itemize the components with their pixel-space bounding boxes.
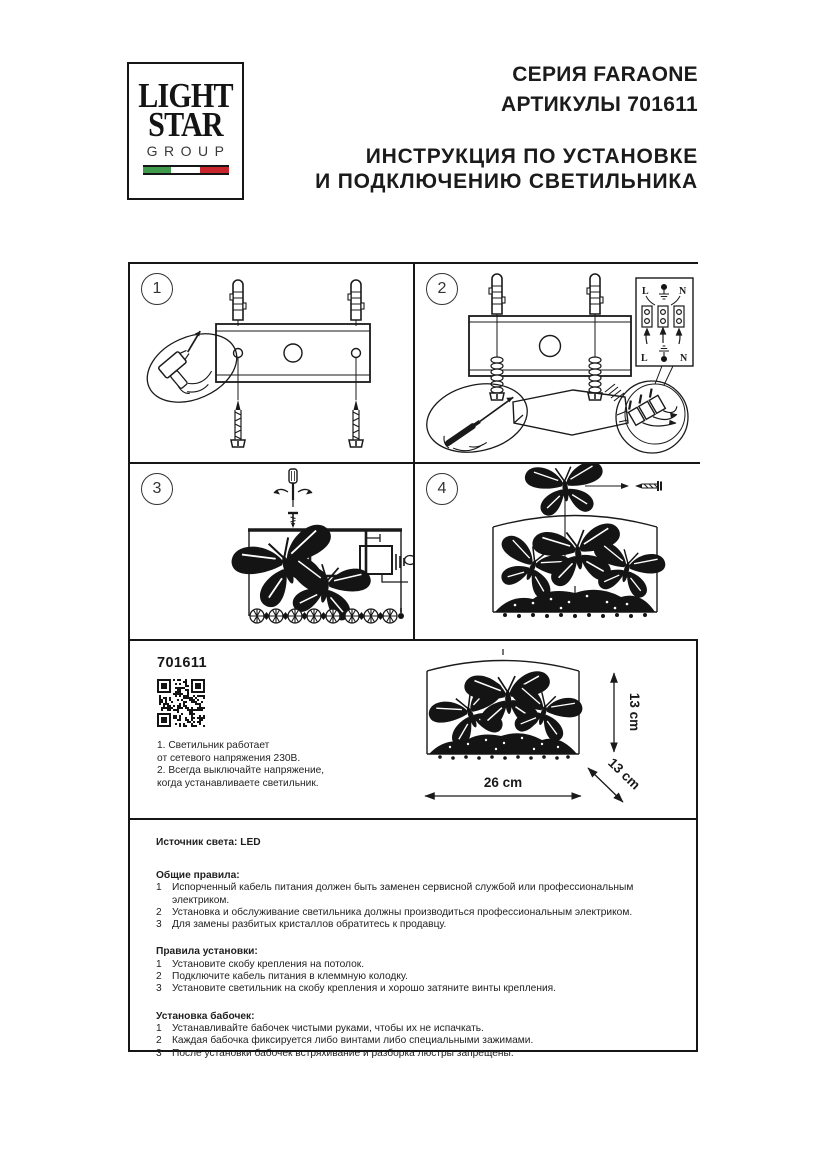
screw-icon <box>349 400 363 447</box>
screw-icon <box>231 400 245 447</box>
dimension-label-depth: 13 cm <box>605 755 644 793</box>
instruction-title: ИНСТРУКЦИЯ ПО УСТАНОВКЕ И ПОДКЛЮЧЕНИЮ СВЕТИЛЬНИКА <box>315 145 698 193</box>
depth-dimension <box>588 755 643 802</box>
step-number-badge: 4 <box>426 473 458 505</box>
drill-hand-icon <box>136 320 247 416</box>
terminal-n-label: N <box>679 286 687 297</box>
section-title: Правила установки: <box>156 946 258 958</box>
dimension-label-width: 26 cm <box>483 775 523 790</box>
rules-section-butterflies <box>156 1011 672 1060</box>
step-number-badge: 2 <box>426 273 458 305</box>
junction-box <box>513 384 628 435</box>
list-item: 3 После установки бабочек встряхивание и разборка люстры запрещены. <box>156 1047 514 1059</box>
flag-green-band <box>143 167 172 173</box>
terminal-contacts <box>642 306 684 327</box>
qr-code <box>157 679 205 727</box>
height-dimension <box>614 673 642 752</box>
list-item: 2 Подключите кабель питания в клеммную колодку. <box>156 971 408 983</box>
wall-plug-icon <box>230 280 246 320</box>
rules-section-general <box>156 870 672 931</box>
list-item: 1 Устанавливайте бабочек чистыми руками, чтобы их не испачкать. <box>156 1022 484 1034</box>
list-item: 3 Для замены разбитых кристаллов обратитесь к продавцу. <box>156 919 447 931</box>
section-title: Общие правила: <box>156 870 240 881</box>
lightstar-logo <box>127 62 244 200</box>
step-number-badge: 1 <box>141 273 173 305</box>
screw-coil-icon <box>490 357 504 400</box>
product-info-panel <box>128 641 698 820</box>
product-info-left <box>130 641 392 818</box>
wall-plug-icon <box>489 274 505 314</box>
earth-symbol-icon <box>659 285 669 300</box>
list-item: 1 Испорченный кабель питания должен быть заменен сервисной службой или профессиональным электриком. <box>156 882 634 906</box>
terminal-l-label: L <box>641 353 648 364</box>
logo-group-text: GROUP <box>146 143 231 159</box>
step-number-badge: 3 <box>141 473 173 505</box>
step-panel-4 <box>415 464 700 639</box>
safety-notes: 1. Светильник работает от сетевого напряжения 230В. 2. Всегда выключайте напряжение, когда устанавливаете светильник. <box>157 740 325 789</box>
content-frame <box>128 262 698 1059</box>
wiring-connection-diagram <box>415 264 698 460</box>
list-item: 3 Установите светильник на скобу крепления и хорошо затяните винты крепления. <box>156 983 556 995</box>
earth-symbol-icon <box>659 346 669 362</box>
terminal-l-label: L <box>642 286 649 297</box>
list-item: 2 Каждая бабочка фиксируется либо винтами либо специальными зажимами. <box>156 1035 534 1047</box>
dimension-label-height: 13 cm <box>627 692 642 732</box>
wire-arrows <box>645 328 682 344</box>
screwdriver-hand-icon <box>420 374 534 460</box>
light-source-spec: Источник света: LED <box>156 837 261 848</box>
article-title: АРТИКУЛЫ 701611 <box>501 93 698 116</box>
screw-icon <box>635 481 661 491</box>
crystal-garland <box>250 608 404 623</box>
italy-flag-stripe <box>143 165 229 175</box>
list-item: 1 Установите скобу крепления на потолок. <box>156 958 365 970</box>
document-header <box>315 60 698 194</box>
flag-red-band <box>200 167 229 173</box>
flag-white-band <box>171 167 200 173</box>
step-panel-2 <box>415 264 700 464</box>
wall-plug-icon <box>587 274 603 314</box>
series-title: СЕРИЯ FARAONE <box>512 63 698 86</box>
list-item: 2 Установка и обслуживание светильника должны производиться профессиональным электриком. <box>156 906 633 918</box>
rules-panel <box>128 820 698 1059</box>
width-dimension <box>425 775 581 796</box>
screw-icon <box>288 513 298 528</box>
screwdriver-icon <box>274 469 312 507</box>
section-title: Установка бабочек: <box>156 1010 255 1022</box>
rules-section-installation <box>156 946 672 995</box>
logo-star-text: STAR <box>148 105 223 144</box>
wall-plug-icon <box>348 280 364 320</box>
step-panel-3 <box>130 464 415 639</box>
product-article: 701611 <box>157 655 207 671</box>
installation-steps-grid <box>128 262 698 641</box>
drill-and-bracket-diagram <box>130 264 413 460</box>
step-panel-1 <box>130 264 415 464</box>
terminal-block-diagram <box>636 278 693 385</box>
logo-light-text: LIGHT <box>138 76 233 115</box>
mounting-bracket <box>216 324 370 382</box>
lamp-dimensions-diagram <box>392 641 696 820</box>
product-drawing-area <box>392 641 696 818</box>
terminal-n-label: N <box>680 353 688 364</box>
